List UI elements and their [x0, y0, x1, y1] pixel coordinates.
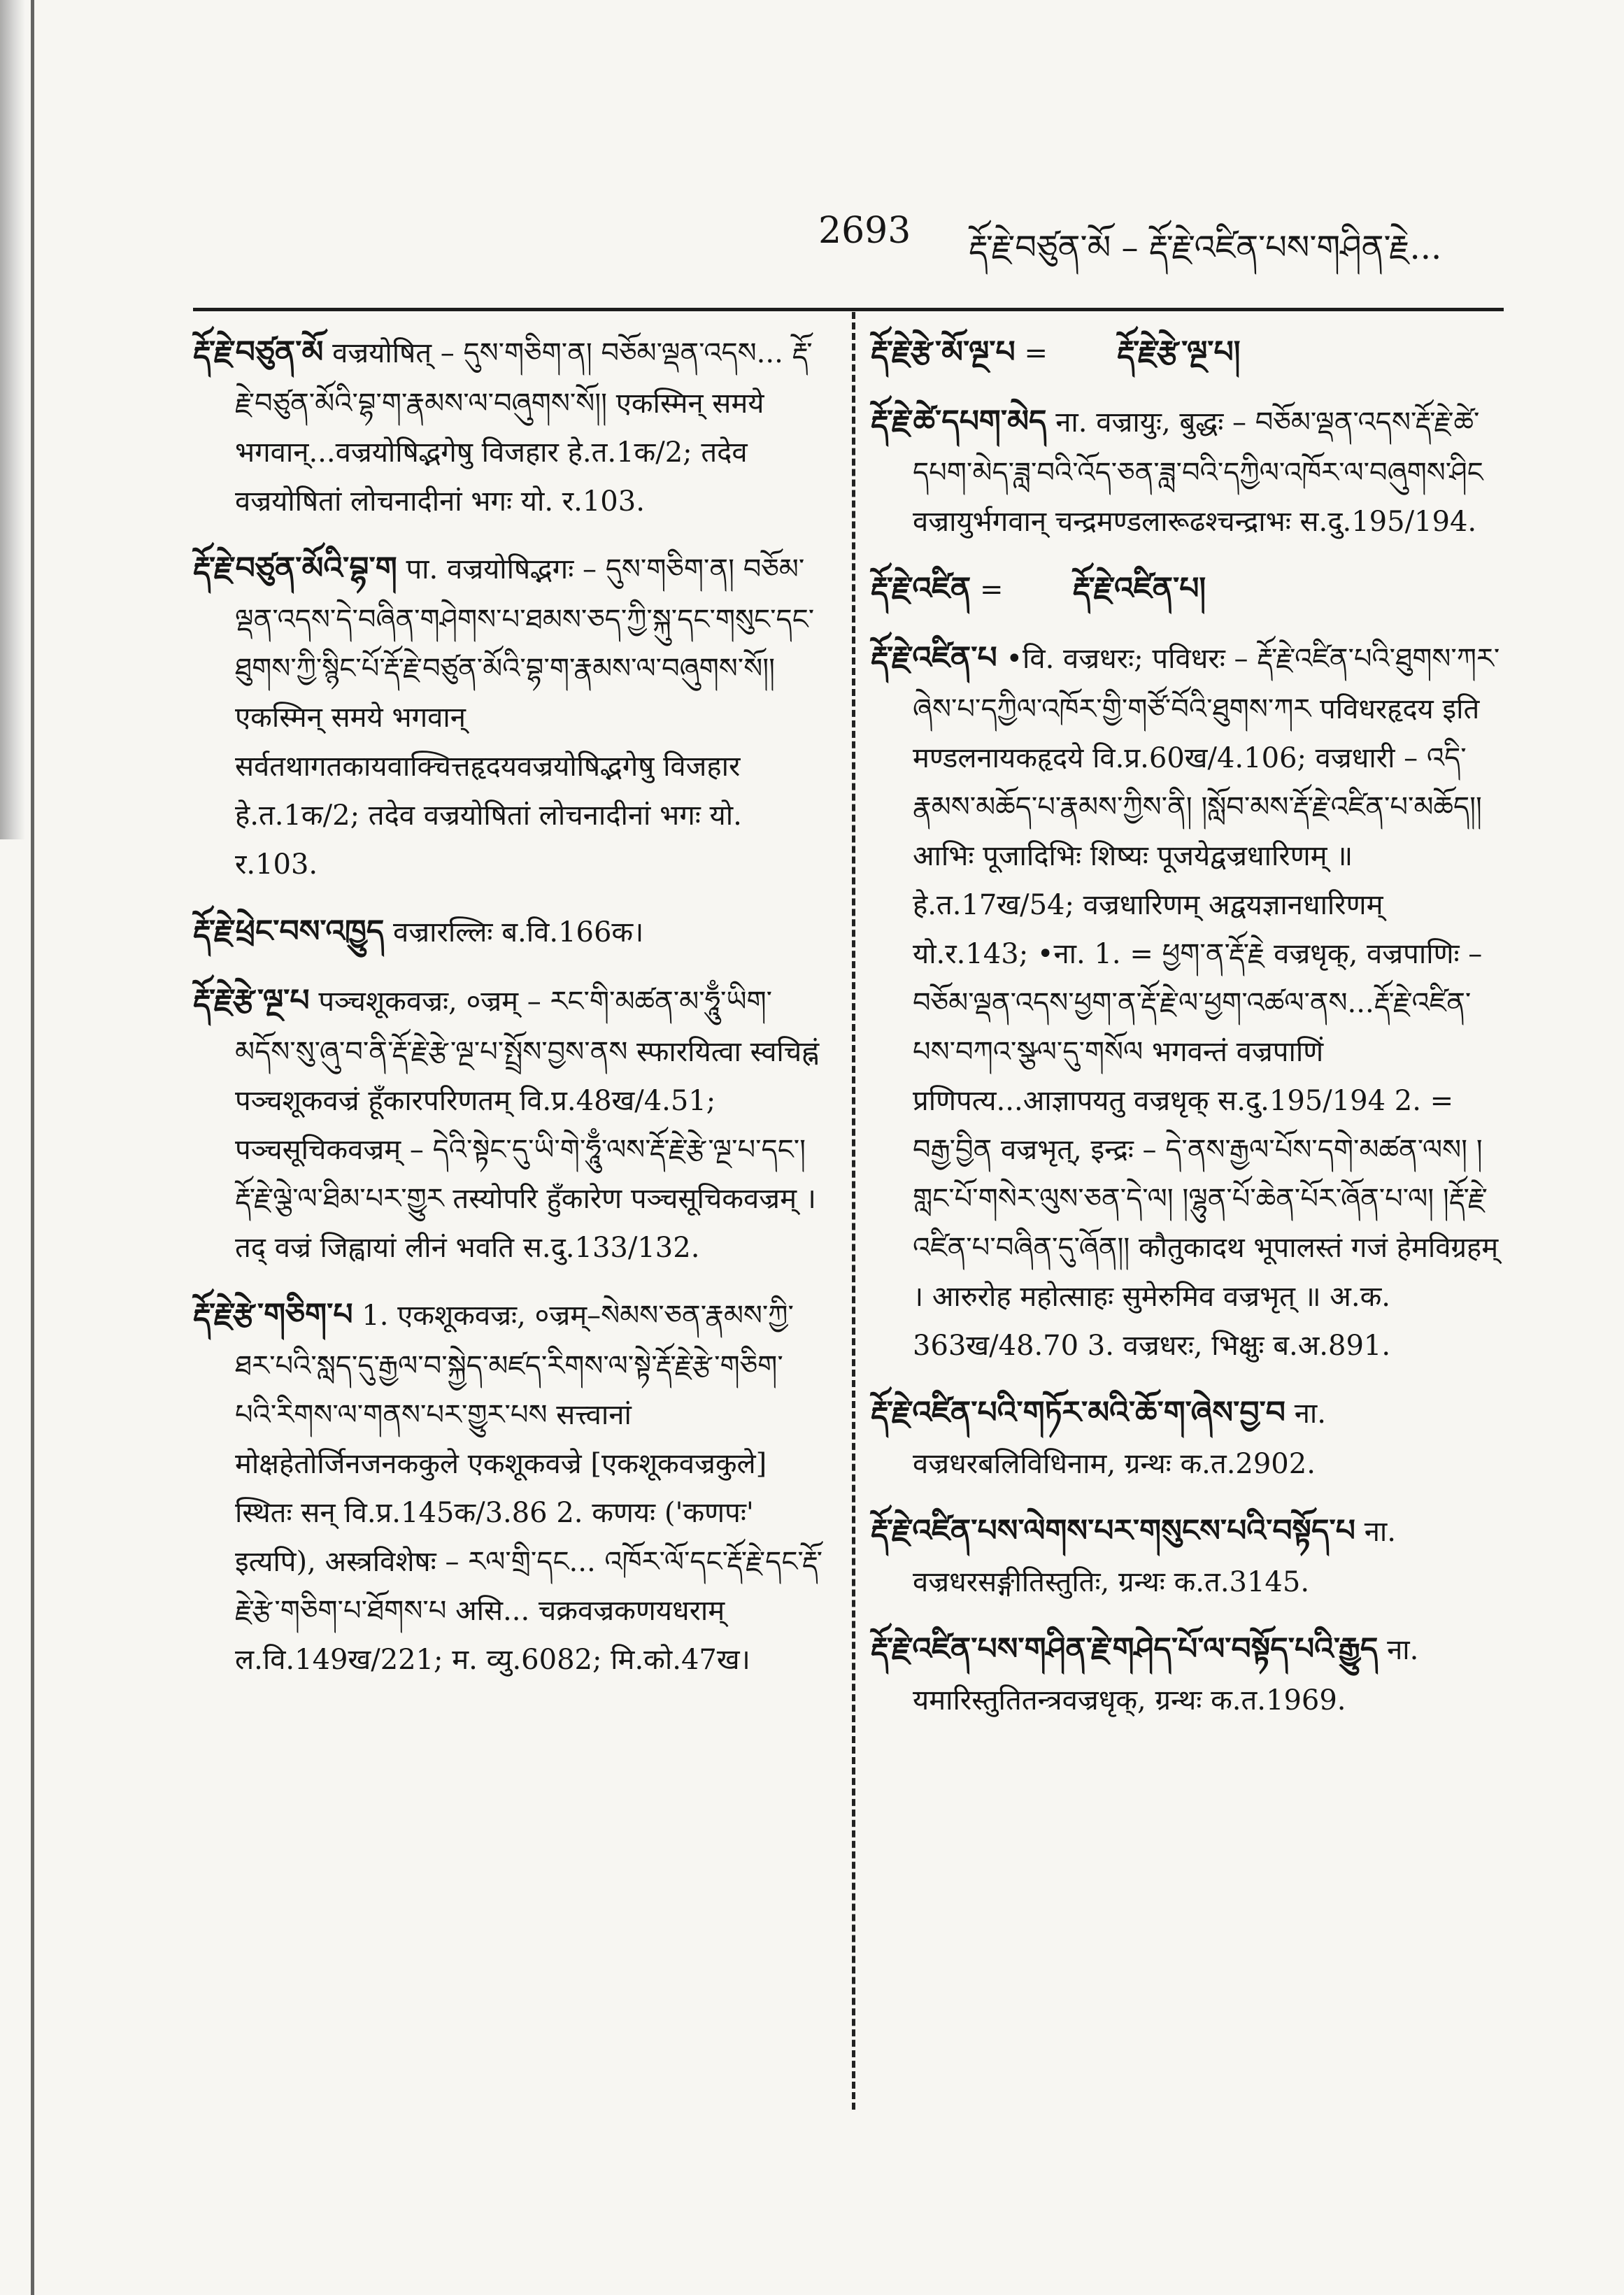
dictionary-entry	[871, 1504, 1504, 1607]
dictionary-entry	[193, 325, 822, 526]
entry-headword: རྡོ་རྗེ་རྩེ་ལྔ་པ	[193, 983, 310, 1018]
dictionary-entry: རྡོ་རྗེ་འཛིན = རྡོ་རྗེ་འཛིན་པ།	[871, 571, 1206, 606]
dictionary-entry	[871, 395, 1504, 546]
page-binding-edge	[0, 0, 25, 839]
entry-headword: རྡོ་རྗེ་འཛིན་པ	[871, 640, 997, 676]
header-rule	[193, 308, 1504, 311]
left-column	[193, 325, 822, 1700]
entry-text: ना. यमारिस्तुतितन्त्रवज्रधृक्, ग्रन्थः क.त.1969.	[913, 1634, 1419, 1717]
entry-text: पञ्चशूकवज्रः, ०ज्रम् – རང་གི་མཚན་མ་ཧཱུྃ་ཡིག་མདོས་སུ་ཞུ་བ་ནི་རྡོ་རྗེ་རྩེ་ལྔ་པ་སྤྲོས་བྱས་ནས स्फारयित्वा स्वचिह्नं पञ्चशूकवज्रं हूँकारपरिणतम् वि.प्र.48ख/4.51; पञ्चसूचिकवज्रम् – དེའི་སྟེང་དུ་ཡི་གེ་ཧཱུྃ་ལས་རྡོ་རྗེ་རྩེ་ལྔ་པ་དང་། རྡོ་རྗེ་ལྕེ་ལ་ཐིམ་པར་གྱུར तस्योपरि हुँकारेण पञ्चसूचिकवज्रम् । तद् वज्रं जिह्वायां लीनं भवति स.दु.133/132.	[235, 986, 820, 1264]
entry-headword: རྡོ་རྗེ་བཙུན་མོའི་བྷ་ག	[193, 550, 397, 586]
entry-text: वज्रारल्लिः ब.वि.166क।	[393, 916, 644, 948]
entry-text: ना. वज्रधरसङ्गीतिस्तुतिः, ग्रन्थः क.त.3145.	[913, 1516, 1396, 1598]
column-divider	[852, 312, 855, 2110]
entry-crossref: རྡོ་རྗེ་རྩེ་ལྔ་པ།	[1117, 334, 1241, 370]
entry-text: ना. वज्रायुः, बुद्धः – བཅོམ་ལྡན་འདས་རྡོ་རྗེ་ཚེ་དཔག་མེད་ཟླ་བའི་འོད་ཅན་ཟླ་བའི་དཀྱིལ་འཁོར་ལ་བཞུགས་ཤིང वज्रायुर्भगवान् चन्द्रमण्डलारूढश्चन्द्राभः स.दु.195/194.	[913, 406, 1483, 538]
margin-rule	[31, 0, 34, 2295]
entry-text: पा. वज्रयोषिद्भगः – དུས་གཅིག་ན། བཅོམ་ལྡན་འདས་དེ་བཞིན་གཤེགས་པ་ཐམས་ཅད་ཀྱི་སྐུ་དང་གསུང་དང་ཐུགས་ཀྱི་སྙིང་པོ་རྡོ་རྗེ་བཙུན་མོའི་བྷ་ག་རྣམས་ལ་བཞུགས་སོ།། एकस्मिन् समये भगवान् सर्वतथागतकायवाक्चित्तहृदयवज्रयोषिद्भगेषु विजहार हे.त.1क/2; तदेव वज्रयोषितां लोचनादीनां भगः यो. र.103.	[235, 553, 815, 881]
entry-headword: རྡོ་རྗེ་འཛིན་པའི་གཏོར་མའི་ཆོ་ག་ཞེས་བྱ་བ	[871, 1395, 1285, 1430]
dictionary-entry	[193, 974, 822, 1272]
entry-text: •वि. वज्रधरः; पविधरः – རྡོ་རྗེ་འཛིན་པའི་ཐུགས་ཀར་ཞེས་པ་དཀྱིལ་འཁོར་གྱི་གཙོ་བོའི་ཐུགས་ཀར पविधरहृदय इति मण्डलनायकहृदये वि.प्र.60ख/4.106; वज्रधारी – འདི་རྣམས་མཆོད་པ་རྣམས་ཀྱིས་ནི། །སློབ་མས་རྡོ་རྗེ་འཛིན་པ་མཆོད།། आभिः पूजादिभिः शिष्यः पूजयेद्वज्रधारिणम् ॥ हे.त.17ख/54; वज्रधारिणम् अद्वयज्ञानधारिणम् यो.र.143; •ना. 1. = ཕྱག་ན་རྡོ་རྗེ वज्रधृक्, वज्रपाणिः – བཅོམ་ལྡན་འདས་ཕྱག་ན་རྡོ་རྗེ་ལ་ཕྱག་འཚལ་ནས...རྡོ་རྗེ་འཛིན་པས་བཀའ་སྩལ་དུ་གསོལ भगवन्तं वज्रपाणिं प्रणिपत्य...आज्ञापयतु वज्रधृक् स.दु.195/194 2. = བརྒྱ་བྱིན वज्रभृत्, इन्द्रः – དེ་ནས་རྒྱལ་པོས་དགེ་མཚན་ལས། །གླང་པོ་གསེར་ལུས་ཅན་དེ་ལ། །ལྷུན་པོ་ཆེན་པོར་ཞོན་པ་ལ། །རྡོ་རྗེ་འཛིན་པ་བཞིན་དུ་ཞོན།། कौतुकादथ भूपालस्तं गजं हेमविग्रहम् । आरुरोह महोत्साहः सुमेरुमिव वज्रभृत् ॥ अ.क. 363ख/48.70 3. वज्रधरः, भिक्षुः ब.अ.891.	[913, 643, 1500, 1362]
entry-headword: རྡོ་རྗེ་ཚེ་དཔག་མེད	[871, 404, 1047, 439]
page-number: 2693	[818, 210, 911, 252]
page-header	[818, 210, 1518, 266]
entry-headword: རྡོ་རྗེ་རྩེ་མོ་ལྔ་པ	[871, 334, 1016, 370]
entry-headword: རྡོ་རྗེ་ཕྲེང་བས་འཁྱུད	[193, 914, 385, 949]
entry-text: 1. एकशूकवज्रः, ०ज्रम्–སེམས་ཅན་རྣམས་ཀྱི་ཐར་པའི་སླད་དུ་རྒྱལ་བ་སྐྱེད་མཛད་རིགས་ལ་སྟེ་རྡོ་རྗེ་རྩེ་གཅིག་པའི་རིགས་ལ་གནས་པར་གྱུར་པས सत्त्वानां मोक्षहेतोर्जिनजनककुले एकशूकवज्रे [एकशूकवज्रकुले] स्थितः सन् वि.प्र.145क/3.86 2. कणयः ('कणपः' इत्यपि), अस्त्रविशेषः – རལ་གྲི་དང... འཁོར་ལོ་དང་རྡོ་རྗེ་དང་རྡོ་རྗེ་རྩེ་གཅིག་པ་ཐོགས་པ असि... चक्रवज्रकणयधराम् ल.वि.149ख/221; म. व्यु.6082; मि.को.47ख।	[235, 1300, 822, 1676]
entry-headword: རྡོ་རྗེ་འཛིན་པས་ལེགས་པར་གསུངས་པའི་བསྟོད་པ	[871, 1513, 1355, 1549]
dictionary-entry	[193, 904, 822, 958]
dictionary-entry	[871, 1622, 1504, 1725]
dictionary-entry	[871, 631, 1504, 1370]
entry-headword: རྡོ་རྗེ་འཛིན	[871, 571, 971, 606]
dictionary-entry	[193, 1288, 822, 1684]
entry-headword: རྡོ་རྗེ་བཙུན་མོ	[193, 334, 324, 370]
entry-headword: རྡོ་རྗེ་རྩེ་གཅིག་པ	[193, 1297, 353, 1333]
entry-crossref: རྡོ་རྗེ་འཛིན་པ།	[1072, 571, 1206, 606]
entry-text: ना. वज्रधरबलिविधिनाम, ग्रन्थः क.त.2902.	[913, 1398, 1326, 1480]
dictionary-entry: རྡོ་རྗེ་རྩེ་མོ་ལྔ་པ = རྡོ་རྗེ་རྩེ་ལྔ་པ།	[871, 334, 1241, 370]
entry-headword: རྡོ་རྗེ་འཛིན་པས་གཤིན་རྗེ་གཤེད་པོ་ལ་བསྟོད་པའི་རྒྱུད	[871, 1631, 1379, 1667]
right-column	[871, 325, 1504, 1740]
dictionary-entry	[193, 541, 822, 889]
entry-text: वज्रयोषित् – དུས་གཅིག་ན། བཅོམ་ལྡན་འདས... རྡོ་རྗེ་བཙུན་མོའི་བྷ་ག་རྣམས་ལ་བཞུགས་སོ།། एकस्मिन् समये भगवान्...वज्रयोषिद्भगेषु विजहार हे.त.1क/2; तदेव वज्रयोषितां लोचनादीनां भगः यो. र.103.	[235, 337, 813, 518]
dictionary-entry	[871, 1386, 1504, 1488]
running-head: རྡོ་རྗེ་བཙུན་མོ – རྡོ་རྗེ་འཛིན་པས་གཤིན་རྗེ...	[969, 228, 1442, 267]
